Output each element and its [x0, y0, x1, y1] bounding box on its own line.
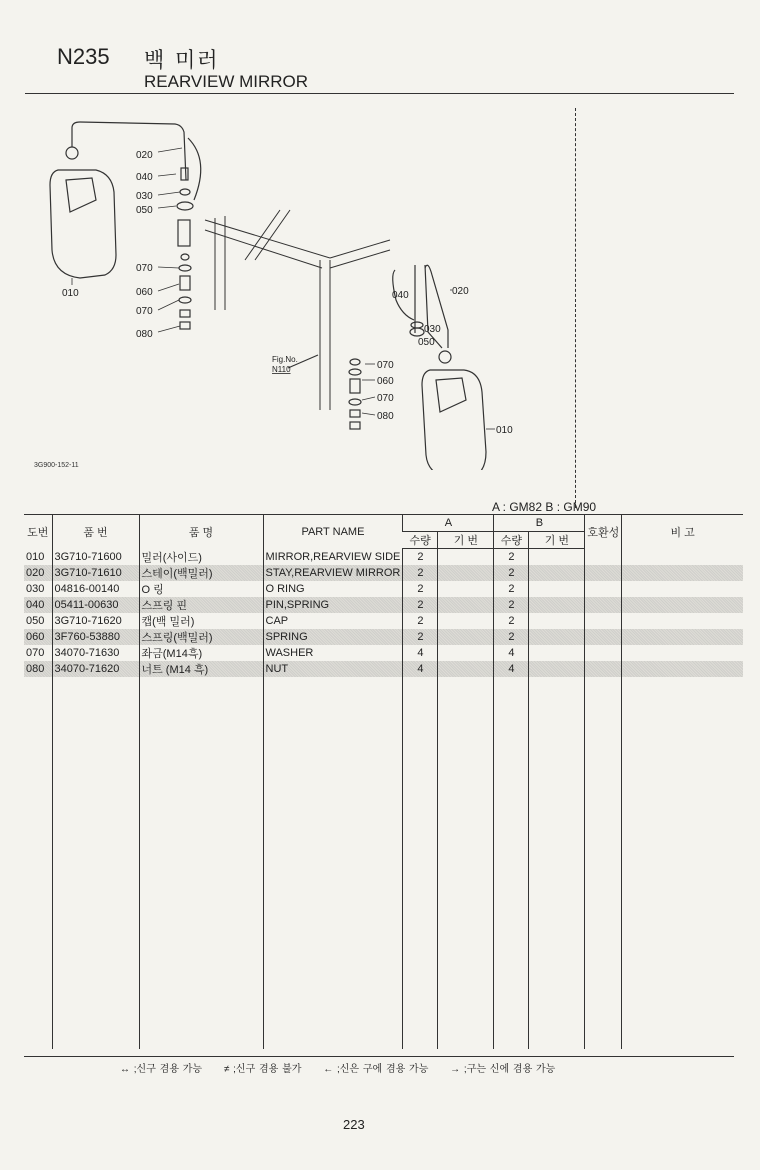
cell-remarks — [622, 629, 743, 645]
cell-remarks — [622, 549, 743, 566]
cell-part-name-en: WASHER — [263, 645, 403, 661]
callout-050-right: 050 — [418, 337, 435, 348]
cell-part-name-en: SPRING — [263, 629, 403, 645]
cell-part-no: 3G710-71600 — [52, 549, 139, 566]
cell-remarks — [622, 597, 743, 613]
filler-cell — [622, 677, 743, 1049]
section-code: N235 — [57, 44, 110, 69]
cell-part-no: 3G710-71610 — [52, 565, 139, 581]
callout-070-left-a: 070 — [136, 263, 153, 274]
cell-part-name-kr: O 링 — [139, 581, 263, 597]
cell-part-name-kr: 캡(백 밀러) — [139, 613, 263, 629]
cell-part-name-en: CAP — [263, 613, 403, 629]
parts-table — [24, 514, 743, 1049]
cell-ref-no: 050 — [26, 615, 45, 627]
cell-interchange — [585, 613, 622, 629]
filler-cell — [438, 677, 494, 1049]
table-row — [24, 645, 743, 661]
cell-part-no: 3F760-53880 — [52, 629, 139, 645]
cell-qty-b: 2 — [494, 597, 529, 613]
cell-serial-a — [438, 629, 494, 645]
cell-qty-b: 4 — [494, 661, 529, 677]
callout-030-right: 030 — [424, 324, 441, 335]
cell-part-name-kr: 스프링(백밀러) — [139, 629, 263, 645]
cell-ref-no: 040 — [24, 597, 52, 613]
cell-part-no: 3G710-71620 — [52, 613, 139, 629]
mirror-left — [50, 170, 116, 278]
cell-interchange — [585, 629, 622, 645]
cell-part-name-kr: 좌금(M14흑) — [139, 645, 263, 661]
callout-010-left: 010 — [62, 288, 79, 299]
filler-cell — [139, 677, 263, 1049]
cell-part-name-kr: 스테이(백밀러) — [139, 565, 263, 581]
table-row — [24, 597, 743, 613]
fig-no-ref: N110 — [272, 365, 291, 374]
cell-serial-b — [529, 549, 585, 566]
cell-qty-b: 2 — [494, 581, 529, 597]
header-interchange: 호환성 — [585, 515, 622, 549]
filler-cell — [24, 677, 52, 1049]
cell-remarks — [622, 565, 743, 581]
cell-serial-a — [438, 645, 494, 661]
cell-interchange — [585, 597, 622, 613]
table-row — [24, 565, 743, 581]
fig-no-label: Fig.No. — [272, 355, 298, 364]
header-group-b: B — [494, 515, 585, 532]
table-filler-row — [24, 677, 743, 1049]
cell-interchange — [585, 549, 622, 566]
cell-qty-a: 4 — [403, 645, 438, 661]
cell-part-no: 05411-00630 — [52, 597, 139, 613]
callout-040-right: 040 — [392, 290, 409, 301]
filler-cell — [52, 677, 139, 1049]
cell-remarks — [622, 645, 743, 661]
cell-serial-a — [438, 661, 494, 677]
cell-serial-a — [438, 565, 494, 581]
cell-serial-b — [529, 613, 585, 629]
page-number: 223 — [343, 1117, 365, 1132]
cell-interchange — [585, 581, 622, 597]
callout-050-left: 050 — [136, 205, 153, 216]
header-group-a: A — [403, 515, 494, 532]
filler-cell — [494, 677, 529, 1049]
table-row — [24, 581, 743, 597]
cell-interchange — [585, 645, 622, 661]
cell-part-name-en: STAY,REARVIEW MIRROR — [263, 565, 403, 581]
header-part-name-en: PART NAME — [263, 515, 403, 549]
cell-qty-a: 2 — [403, 613, 438, 629]
cell-remarks — [622, 581, 743, 597]
cell-qty-b: 2 — [494, 549, 529, 566]
header-serial-a: 기 번 — [438, 532, 494, 549]
filler-cell — [585, 677, 622, 1049]
cell-qty-b: 2 — [494, 613, 529, 629]
legend-old-to-new: → ;구는 신에 겸용 가능 — [450, 1064, 556, 1075]
diagram-divider-dashed — [575, 108, 576, 508]
callout-060-left: 060 — [136, 287, 153, 298]
cell-part-name-kr: 너트 (M14 흑) — [139, 661, 263, 677]
header-ref-no: 도번 — [24, 515, 52, 549]
legend-new-to-old: ← ;신은 구에 겸용 가능 — [323, 1064, 429, 1075]
cell-qty-a: 2 — [403, 581, 438, 597]
cell-qty-a: 2 — [403, 549, 438, 566]
model-legend: A : GM82 B : GM90 — [492, 500, 597, 514]
cell-ref-no: 030 — [26, 583, 45, 595]
stay-ball-right — [439, 351, 451, 363]
cell-remarks — [622, 661, 743, 677]
exploded-parts-diagram — [30, 100, 550, 470]
header-qty-a: 수량 — [403, 532, 438, 549]
header-serial-b: 기 번 — [529, 532, 585, 549]
header-remarks: 비 고 — [622, 515, 743, 549]
cell-qty-b: 4 — [494, 645, 529, 661]
cell-serial-b — [529, 629, 585, 645]
header-qty-b: 수량 — [494, 532, 529, 549]
callout-020-left: 020 — [136, 150, 153, 161]
callout-080-right: 080 — [377, 411, 394, 422]
cell-serial-b — [529, 581, 585, 597]
cell-part-no: 34070-71620 — [52, 661, 139, 677]
cell-qty-a: 2 — [403, 597, 438, 613]
cell-part-name-en: MIRROR,REARVIEW SIDE — [263, 549, 403, 566]
cell-part-name-en: O RING — [263, 581, 403, 597]
stay-ball-left — [66, 147, 78, 159]
cell-part-no: 34070-71630 — [52, 645, 139, 661]
callout-030-left: 030 — [136, 191, 153, 202]
cell-serial-b — [529, 597, 585, 613]
cell-ref-no: 010 — [26, 550, 45, 563]
interchange-legend — [120, 1060, 573, 1075]
cell-ref-no: 080 — [24, 661, 52, 677]
callout-020-right: 020 — [452, 286, 469, 297]
cell-part-name-kr: 밀러(사이드) — [139, 549, 263, 566]
cell-serial-a — [438, 581, 494, 597]
header-part-no: 품 번 — [52, 515, 139, 549]
cell-serial-a — [438, 613, 494, 629]
callout-040-left: 040 — [136, 172, 153, 183]
cell-ref-no: 060 — [24, 629, 52, 645]
cell-serial-b — [529, 645, 585, 661]
cell-serial-a — [438, 549, 494, 566]
table-row — [24, 549, 743, 566]
cell-qty-b: 2 — [494, 565, 529, 581]
cell-part-name-kr: 스프링 핀 — [139, 597, 263, 613]
cell-qty-a: 2 — [403, 629, 438, 645]
cell-qty-a: 2 — [403, 565, 438, 581]
cell-serial-b — [529, 565, 585, 581]
cell-serial-a — [438, 597, 494, 613]
mirror-right — [422, 370, 486, 470]
cell-part-name-en: PIN,SPRING — [263, 597, 403, 613]
cell-qty-a: 4 — [403, 661, 438, 677]
filler-cell — [403, 677, 438, 1049]
cell-serial-b — [529, 661, 585, 677]
title-english: REARVIEW MIRROR — [144, 72, 309, 91]
figure-code: 3G900-152-11 — [34, 462, 79, 469]
callout-010-right: 010 — [496, 425, 513, 436]
legend-not-interchangeable: ≠ ;신구 겸용 불가 — [223, 1064, 302, 1075]
callout-060-right: 060 — [377, 376, 394, 387]
table-row — [24, 629, 743, 645]
callout-070-right-b: 070 — [377, 393, 394, 404]
table-bottom-rule — [24, 1056, 734, 1057]
callout-070-left-b: 070 — [136, 306, 153, 317]
cell-part-name-en: NUT — [263, 661, 403, 677]
cell-qty-b: 2 — [494, 629, 529, 645]
filler-cell — [263, 677, 403, 1049]
cell-remarks — [622, 613, 743, 629]
cell-interchange — [585, 661, 622, 677]
cell-ref-no: 020 — [24, 565, 52, 581]
cell-ref-no: 070 — [26, 647, 45, 659]
callout-070-right-a: 070 — [377, 360, 394, 371]
filler-cell — [529, 677, 585, 1049]
legend-both-ways: ↔ ;신구 겸용 가능 — [120, 1064, 203, 1075]
table-row — [24, 661, 743, 677]
title-korean: 백 미러 — [144, 48, 220, 72]
table-row — [24, 613, 743, 629]
cell-part-no: 04816-00140 — [52, 581, 139, 597]
callout-080-left: 080 — [136, 329, 153, 340]
header-part-name-kr: 품 명 — [139, 515, 263, 549]
hardware-stack-right — [349, 359, 361, 429]
cell-interchange — [585, 565, 622, 581]
title-divider — [25, 93, 734, 94]
